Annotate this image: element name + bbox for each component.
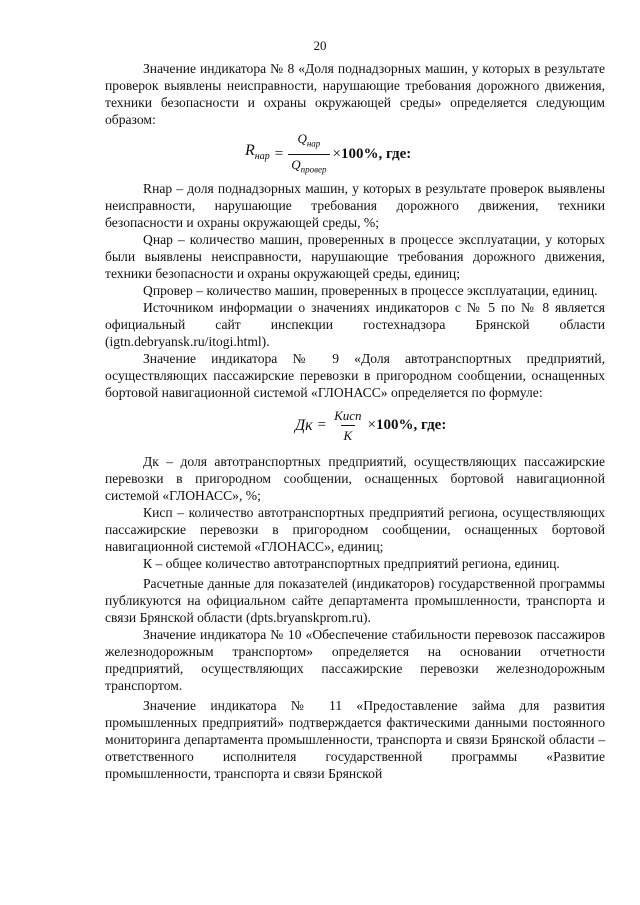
fraction [331,408,364,443]
formula-lhs: $R_{нар}$ [245,142,270,163]
equals-sign: = [274,145,284,162]
paragraph-k-definition: К – общее количество автотранспортных предприятий региона, единиц. [143,556,560,571]
paragraph-qprover-definition: Qпровер – количество машин, проверенных в процессе эксплуатации, единиц. [143,283,598,298]
paragraph-kisp-definition: Кисп – количество автотранспортных предприятий региона, осуществляющих пассажирские перевозки в пригородном сообщении, оснащенных бортовой навигационной системой «ГЛОНАСС», единиц; [105,505,605,554]
paragraph-qnar-definition: Qнар – количество машин, проверенных в процессе эксплуатации, у которых были выявлены неисправности, нарушающие требования дорожного движения, техники безопасности и охраны окружающей среды, единиц; [105,232,605,281]
paragraph-rnar-definition: Rнар – доля поднадзорных машин, у которых в результате проверок выявлены неисправности, нарушающие требования дорожного движения, техники безопасности и охраны окружающей среды, %; [105,181,605,230]
formula-tail: ×100%, где: [367,416,447,433]
fraction [288,131,329,177]
equals-sign: = [317,416,327,433]
formula-dk [295,405,605,445]
denominator: $Q_{провер}$ [288,154,329,178]
numerator: $Q_{нар}$ [297,130,321,149]
formula-tail: ×100%, где: [332,145,412,162]
paragraph-indicator-11: Значение индикатора № 11 «Предоставление займа для развития промышленных предприятий» подтверждается фактическими данными постоянного мониторинга департамента промышленности, транспорта и связи Брянской области – ответственного исполнителя государственной программы «Развитие промышленности, транспорта и связи Брянской [105,698,605,781]
paragraph-indicator-10: Значение индикатора № 10 «Обеспечение стабильности перевозок пассажиров железнодорожным транспортом» определяется на основании отчетности предприятий, осуществляющих пассажирские перевозки железнодорожным транспортом. [105,627,605,693]
paragraph-calculation-data: Расчетные данные для показателей (индикаторов) государственной программы публикуются на официальном сайте департамента промышленности, транспорта и связи Брянской области (dpts.bryanskprom.ru). [105,576,605,625]
numerator: Кисп [334,407,362,423]
document-body [105,60,605,782]
denominator: К [341,425,356,443]
paragraph-source-info: Источником информации о значениях индикаторов с № 5 по № 8 является официальный сайт инспекции гостехнадзора Брянской области (igtn.debryansk.ru/itogi.html). [105,300,605,349]
paragraph-indicator-9: Значение индикатора № 9 «Доля автотранспортных предприятий, осуществляющих пассажирские перевозки в пригородном сообщении, оснащенных бортовой навигационной системой «ГЛОНАСС» определяется по формуле: [105,351,605,400]
formula-lhs: Дк [295,416,313,434]
formula-rnar [245,130,605,175]
page-number: 20 [313,38,327,53]
paragraph-indicator-8: Значение индикатора № 8 «Доля поднадзорных машин, у которых в результате проверок выявлены неисправности, нарушающие требования дорожного движения, техники безопасности и охраны окружающей среды» определяется следующим образом: [105,61,605,127]
paragraph-dk-definition: Дк – доля автотранспортных предприятий, осуществляющих пассажирские перевозки в пригородном сообщении, оснащенных бортовой навигационной системой «ГЛОНАСС», %; [105,454,605,503]
